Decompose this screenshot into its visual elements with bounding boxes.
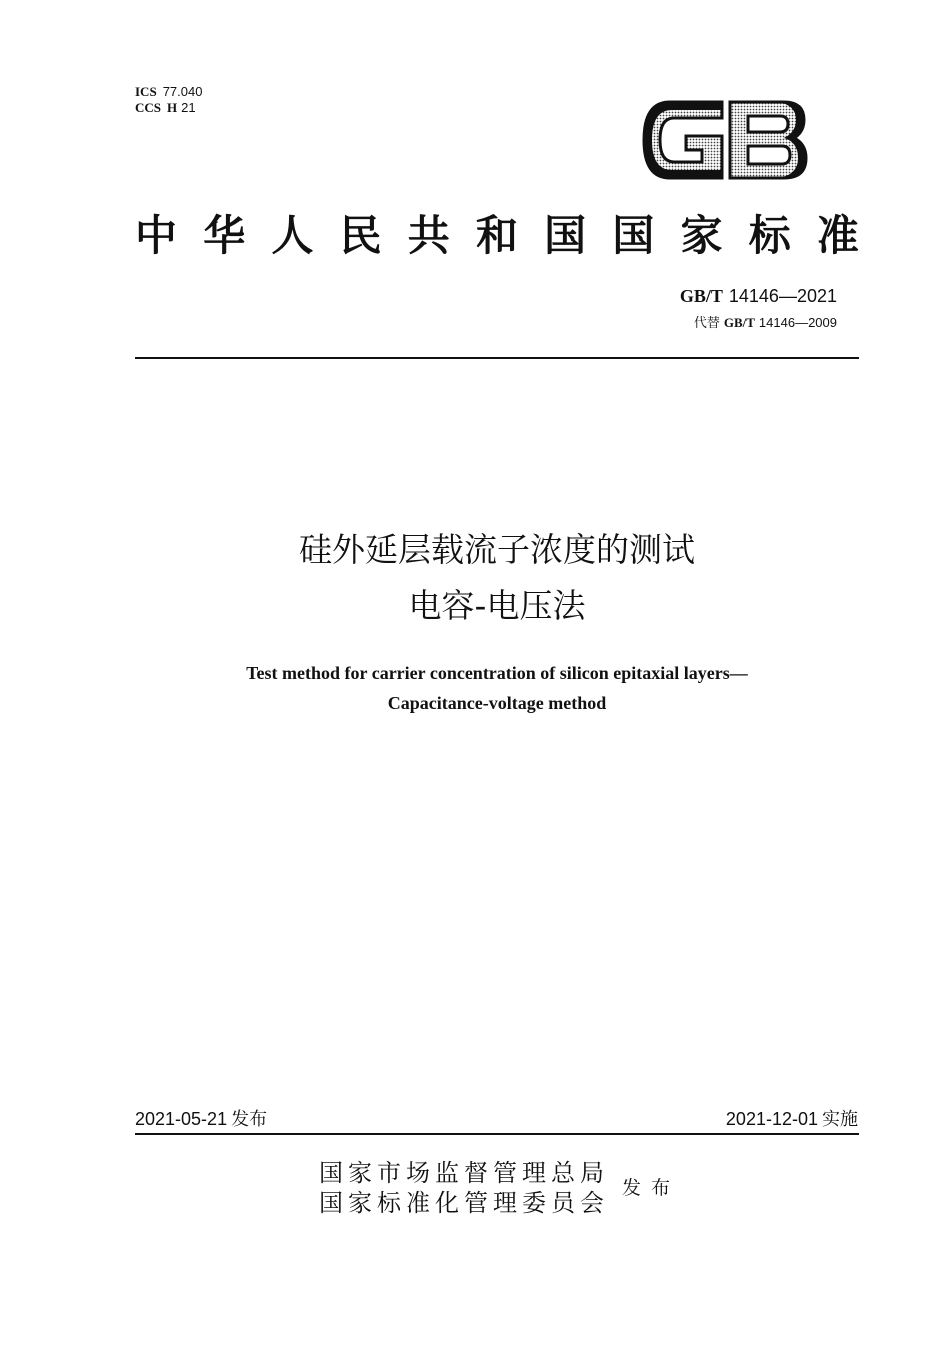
- title-char: 中: [135, 211, 178, 260]
- replaces-label: 代替: [693, 316, 720, 331]
- title-char: 国: [544, 211, 587, 260]
- ccs-letter: H: [167, 100, 178, 115]
- ics-line: [135, 84, 202, 100]
- replaces-prefix: GB/T: [723, 315, 755, 330]
- title-char: 国: [612, 211, 655, 260]
- chinese-title-line1: 硅外延层载流子浓度的测试: [299, 530, 695, 569]
- publish-label: 发布: [622, 1177, 681, 1199]
- bottom-divider: [135, 1133, 859, 1135]
- english-title-line2: Capacitance-voltage method: [387, 693, 607, 713]
- standard-prefix: GB/T: [679, 286, 723, 306]
- issue-date-label: 发布: [231, 1109, 268, 1130]
- english-title-line1: Test method for carrier concentration of silicon epitaxial layers—: [246, 663, 748, 683]
- title-char: 民: [339, 211, 382, 260]
- ccs-line: [135, 100, 202, 116]
- replaces-code: 14146—2009: [758, 315, 837, 330]
- impl-date-value: 2021-12-01: [725, 1109, 818, 1129]
- issuing-authorities: [319, 1158, 609, 1218]
- ics-label: ICS: [135, 84, 157, 99]
- replaces-line: [694, 314, 837, 333]
- title-char: 家: [680, 211, 723, 260]
- gb-logo: [638, 96, 810, 184]
- ics-code: 77.040: [162, 84, 203, 99]
- title-char: 标: [748, 211, 791, 260]
- top-divider: [135, 357, 859, 359]
- issue-date-value: 2021-05-21: [135, 1109, 228, 1129]
- issuer-line1: 国家市场监督管理总局: [319, 1159, 609, 1187]
- ccs-code: 21: [181, 100, 196, 115]
- classification-codes: [135, 84, 202, 116]
- national-standard-title: [135, 208, 859, 264]
- issue-date: [135, 1107, 267, 1132]
- issuer-line2: 国家标准化管理委员会: [319, 1189, 609, 1217]
- title-char: 人: [271, 211, 314, 260]
- ccs-label: CCS: [135, 100, 162, 115]
- implementation-date: [726, 1107, 858, 1132]
- impl-date-label: 实施: [822, 1109, 858, 1130]
- standard-code: 14146—2021: [728, 286, 837, 306]
- title-char: 共: [407, 211, 450, 260]
- title-char: 华: [203, 211, 246, 260]
- title-char: 准: [816, 211, 859, 260]
- title-char: 和: [475, 211, 518, 260]
- chinese-title-line2: 电容-电压法: [408, 586, 586, 625]
- standard-number: [680, 284, 837, 308]
